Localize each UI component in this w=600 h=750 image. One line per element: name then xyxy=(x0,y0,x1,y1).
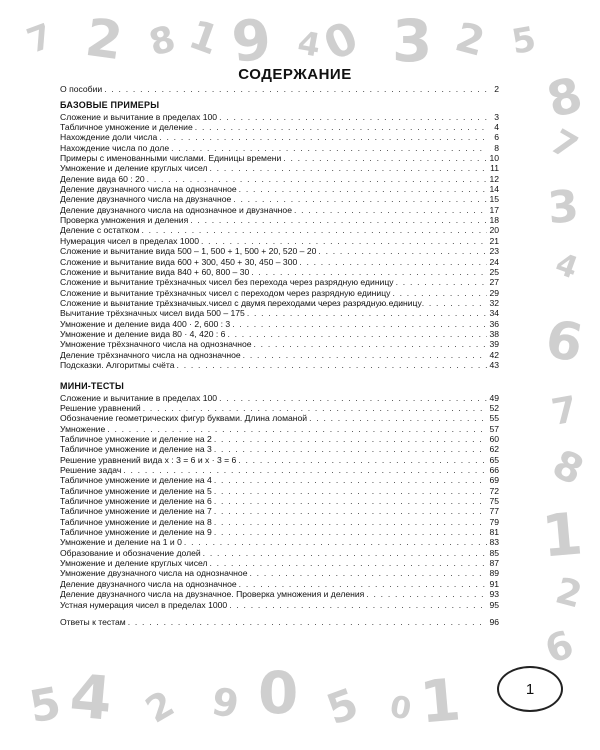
toc-entry-page: 34 xyxy=(489,308,499,319)
decorative-digit: 4 xyxy=(67,661,115,735)
toc-entry-label: Вычитание трёхзначных чисел вида 500 – 175 xyxy=(60,308,245,319)
toc-entry-label: О пособии xyxy=(60,84,103,94)
decorative-digit: 6 xyxy=(541,309,588,375)
decorative-digit: 8 xyxy=(545,441,591,495)
decorative-digit: 3 xyxy=(392,7,433,75)
toc-entry-label: Образование и обозначение долей xyxy=(60,547,201,558)
dot-leader xyxy=(318,246,487,256)
dot-leader xyxy=(283,153,487,163)
toc-entry-page: 32 xyxy=(489,297,499,308)
toc-entry-page: 77 xyxy=(489,506,499,517)
toc-entry[interactable] xyxy=(60,329,499,339)
toc-entry-page: 79 xyxy=(489,516,499,527)
dot-leader xyxy=(106,298,487,308)
toc-entry[interactable] xyxy=(60,413,499,423)
toc-entry[interactable] xyxy=(60,112,499,122)
toc-entry[interactable] xyxy=(60,475,499,485)
toc-entry-label: Табличное умножение и деление на 2 xyxy=(60,434,212,444)
toc-entry-label: Ответы к тестам xyxy=(60,616,126,627)
decorative-digit: 5 xyxy=(508,19,539,63)
toc-entry[interactable] xyxy=(60,444,499,454)
toc-entry[interactable] xyxy=(60,288,499,298)
toc-entry-page: 60 xyxy=(489,434,499,444)
toc-entry-label: Деление двузначного числа на однозначное и двузначное xyxy=(60,204,292,215)
toc-entry-label: Сложение и вычитание в пределах 100 xyxy=(60,392,218,403)
section-heading: МИНИ-ТЕСТЫ xyxy=(60,381,125,392)
toc-entry-label: Табличное умножение и деление на 9 xyxy=(60,527,212,538)
toc-entry-page: 96 xyxy=(489,616,499,627)
decorative-digit: 8 xyxy=(541,66,589,130)
dot-leader xyxy=(247,308,487,318)
toc-entry-page: 4 xyxy=(494,122,499,133)
dot-leader xyxy=(227,329,487,339)
toc-entry-label: Примеры с именованными числами. Единицы времени xyxy=(60,153,282,164)
toc-entry-label: Деление двузначного числа на однозначное xyxy=(60,184,237,195)
dot-leader xyxy=(190,215,487,225)
toc-entry-label: Сложение и вычитание трёхзначных чисел с переходом через разрядную единицу xyxy=(60,287,391,298)
dot-leader xyxy=(229,600,487,610)
toc-entry-label: Подсказки. Алгоритмы счёта xyxy=(60,359,175,370)
toc-entry-label: Решение уравнений xyxy=(60,402,141,413)
dot-leader xyxy=(250,568,488,578)
decorative-digit: 2 xyxy=(82,7,127,73)
dot-leader xyxy=(219,393,487,403)
toc-entry-page: 24 xyxy=(489,256,499,267)
decorative-digit: 1 xyxy=(417,665,464,737)
toc-entry-label: Табличное умножение и деление на 8 xyxy=(60,516,212,527)
page-number-badge xyxy=(497,666,563,712)
toc-entry[interactable] xyxy=(60,194,499,204)
toc-entry[interactable] xyxy=(60,455,499,465)
dot-leader xyxy=(243,350,487,360)
toc-entry[interactable] xyxy=(60,506,499,516)
toc-entry-page: 83 xyxy=(489,537,499,548)
decorative-digit: 2 xyxy=(139,683,182,732)
page-title: СОДЕРЖАНИЕ xyxy=(238,66,352,83)
toc-entry[interactable] xyxy=(60,579,499,589)
decorative-digit: 9 xyxy=(208,679,243,727)
toc-entry[interactable] xyxy=(60,163,499,173)
toc-entry-page: 12 xyxy=(489,173,499,184)
dot-leader xyxy=(184,537,487,547)
decorative-digit: 4 xyxy=(294,23,324,65)
dot-leader xyxy=(201,236,487,246)
dot-leader xyxy=(107,424,487,434)
toc-entry-page: 42 xyxy=(489,349,499,360)
toc-entry-label: Умножение трёхзначного числа на однозначное xyxy=(60,339,252,350)
toc-entry-label: Табличное умножение и деление xyxy=(60,122,193,133)
decorative-digit: 7 xyxy=(548,389,581,434)
decorative-digit: 2 xyxy=(450,14,490,66)
decorative-digit: 7 xyxy=(543,121,585,169)
dot-leader xyxy=(214,434,487,444)
dot-leader xyxy=(232,319,487,329)
toc-entry[interactable] xyxy=(60,215,499,225)
decorative-digit: 7 xyxy=(21,16,58,62)
toc-entry-page: 57 xyxy=(489,423,499,434)
decorative-digit: 1 xyxy=(539,499,586,571)
decorative-digit: 1 xyxy=(182,11,225,65)
toc-entry-label: Табличное умножение и деление на 6 xyxy=(60,496,212,507)
dot-leader xyxy=(142,225,488,235)
dot-leader xyxy=(214,527,487,537)
toc-entry-label: Умножение и деление на 1 и 0 xyxy=(60,537,182,548)
dot-leader xyxy=(294,205,487,215)
toc-entry-label: Табличное умножение и деление на 3 xyxy=(60,444,212,455)
dot-leader xyxy=(392,288,487,298)
dot-leader xyxy=(233,194,487,204)
toc-entry[interactable] xyxy=(60,589,499,599)
toc-entry-page: 93 xyxy=(489,589,499,600)
toc-entry[interactable] xyxy=(60,246,499,256)
toc-entry-label: Нахождение доли числа xyxy=(60,132,158,143)
toc-entry[interactable] xyxy=(60,558,499,568)
toc-entry-label: Деление вида 60 : 20 xyxy=(60,173,145,184)
toc-entry-page: 29 xyxy=(489,287,499,298)
toc-entry-page: 66 xyxy=(489,465,499,476)
toc-entry-answers[interactable] xyxy=(60,617,499,627)
toc-entry-page: 10 xyxy=(489,153,499,164)
dot-leader xyxy=(239,579,487,589)
toc-entry[interactable] xyxy=(60,424,499,434)
dot-leader xyxy=(366,589,487,599)
toc-entry-label: Устная нумерация чисел в пределах 1000 xyxy=(60,599,228,610)
toc-entry-label: Сложение и вычитание вида 500 – 1, 500 + 1, 500 + 20, 520 – 20 xyxy=(60,246,317,257)
dot-leader xyxy=(251,267,487,277)
table-of-contents xyxy=(60,84,499,627)
dot-leader xyxy=(159,132,487,142)
dot-leader xyxy=(128,617,487,627)
toc-entry-page: 69 xyxy=(489,475,499,486)
toc-entry-page: 55 xyxy=(489,413,499,424)
decorative-digit: 9 xyxy=(229,7,274,76)
toc-entry[interactable] xyxy=(60,465,499,475)
toc-entry-page: 15 xyxy=(489,194,499,205)
decorative-digit: 0 xyxy=(316,11,366,72)
toc-entry-label: Умножение и деление вида 80 · 4, 420 : 6 xyxy=(60,328,226,339)
dot-leader xyxy=(214,475,487,485)
toc-entry[interactable] xyxy=(60,319,499,329)
decorative-digit: 4 xyxy=(550,246,583,287)
toc-entry-label: Табличное умножение и деление на 5 xyxy=(60,485,212,496)
toc-entry-page: 52 xyxy=(489,402,499,413)
toc-entry-label: Сложение и вычитание вида 840 + 60, 800 – 30 xyxy=(60,266,250,277)
toc-entry[interactable] xyxy=(60,277,499,287)
dot-leader xyxy=(195,122,487,132)
toc-entry[interactable] xyxy=(60,225,499,235)
toc-entry-page: 6 xyxy=(494,132,499,143)
toc-entry-label: Умножение xyxy=(60,423,106,434)
toc-entry[interactable] xyxy=(60,527,499,537)
decorative-digit: 5 xyxy=(25,677,65,734)
toc-entry-page: 11 xyxy=(490,163,499,174)
toc-entry[interactable] xyxy=(60,132,499,142)
decorative-digit: 5 xyxy=(320,678,365,735)
toc-entry-page: 36 xyxy=(489,318,499,329)
dot-leader xyxy=(171,143,487,153)
toc-entry[interactable] xyxy=(60,267,499,277)
toc-entry-label: Деление трёхзначного числа на однозначное xyxy=(60,349,241,360)
toc-entry[interactable] xyxy=(60,153,499,163)
toc-entry-label: Умножение и деление вида 400 · 2, 600 : 3 xyxy=(60,318,231,329)
toc-entry-label: Нумерация чисел в пределах 1000 xyxy=(60,235,199,246)
toc-entry-page: 49 xyxy=(489,392,499,403)
toc-entry-page: 8 xyxy=(494,142,499,153)
decorative-digit: 2 xyxy=(551,570,587,617)
dot-leader xyxy=(219,112,487,122)
toc-entry-label: Нахождение числа по доле xyxy=(60,142,170,153)
toc-entry-label: Умножение и деление круглых чисел xyxy=(60,163,208,174)
dot-leader xyxy=(104,84,487,94)
toc-entry-page: 43 xyxy=(489,359,499,370)
toc-entry-page: 18 xyxy=(489,215,499,226)
dot-leader xyxy=(147,174,487,184)
toc-entry-label: Деление двузначного числа на однозначное xyxy=(60,578,237,589)
toc-entry-page: 39 xyxy=(489,339,499,350)
toc-entry[interactable] xyxy=(60,236,499,246)
toc-entry[interactable] xyxy=(60,360,499,370)
dot-leader xyxy=(214,506,487,516)
toc-entry-label: Решение уравнений вида x : 3 = 6 и x · 3 = 6 xyxy=(60,454,237,465)
toc-entry-page: 65 xyxy=(489,454,499,465)
toc-entry-page: 3 xyxy=(494,111,499,122)
toc-entry[interactable] xyxy=(60,434,499,444)
toc-entry-page: 87 xyxy=(489,558,499,569)
toc-entry[interactable] xyxy=(60,308,499,318)
dot-leader xyxy=(214,496,487,506)
dot-leader xyxy=(396,277,487,287)
toc-entry[interactable] xyxy=(60,568,499,578)
decorative-digit: 8 xyxy=(144,18,180,65)
toc-entry-intro[interactable] xyxy=(60,84,499,94)
toc-entry[interactable] xyxy=(60,339,499,349)
toc-entry-label: Сложение и вычитание в пределах 100 xyxy=(60,111,218,122)
toc-entry[interactable] xyxy=(60,350,499,360)
toc-entry-label: Табличное умножение и деление на 4 xyxy=(60,475,212,486)
dot-leader xyxy=(239,184,487,194)
dot-leader xyxy=(203,548,487,558)
dot-leader xyxy=(214,444,487,454)
toc-entry-label: Деление двузначного числа на двузначное. Проверка умножения и деления xyxy=(60,589,365,600)
toc-entry[interactable] xyxy=(60,486,499,496)
toc-entry-page: 38 xyxy=(489,328,499,339)
toc-entry[interactable] xyxy=(60,174,499,184)
toc-entry-label: Умножение двузначного числа на однозначное xyxy=(60,568,248,579)
toc-entry[interactable] xyxy=(60,205,499,215)
toc-entry-page: 62 xyxy=(489,444,499,455)
page-number: 1 xyxy=(525,680,535,698)
toc-entry[interactable] xyxy=(60,143,499,153)
toc-entry[interactable] xyxy=(60,184,499,194)
toc-entry-label: Сложение и вычитание вида 600 + 300, 450 + 30, 450 – 300 xyxy=(60,256,298,267)
toc-entry-label: Деление двузначного числа на двузначное xyxy=(60,194,232,205)
toc-entry-page: 21 xyxy=(489,235,499,246)
dot-leader xyxy=(210,163,488,173)
toc-entry[interactable] xyxy=(60,403,499,413)
toc-entry-page: 95 xyxy=(489,599,499,610)
dot-leader xyxy=(238,455,487,465)
toc-entry-page: 23 xyxy=(489,246,499,257)
section-heading: БАЗОВЫЕ ПРИМЕРЫ xyxy=(60,100,160,111)
toc-entry-page: 25 xyxy=(489,266,499,277)
toc-entry-page: 75 xyxy=(489,496,499,507)
toc-entry-label: Проверка умножения и деления xyxy=(60,215,189,226)
toc-entry[interactable] xyxy=(60,496,499,506)
toc-entry-page: 81 xyxy=(489,527,499,538)
dot-leader xyxy=(214,486,487,496)
toc-entry-page: 85 xyxy=(489,547,499,558)
decorative-digit: 0 xyxy=(258,659,299,727)
toc-entry-page: 20 xyxy=(489,225,499,236)
toc-entry-page: 91 xyxy=(489,578,499,589)
dot-leader xyxy=(299,257,487,267)
toc-entry[interactable] xyxy=(60,537,499,547)
toc-entry-page: 89 xyxy=(489,568,499,579)
dot-leader xyxy=(214,517,487,527)
dot-leader xyxy=(143,403,487,413)
decorative-digit: 0 xyxy=(387,689,414,728)
decorative-digit: 6 xyxy=(539,621,580,673)
toc-entry-page: 2 xyxy=(494,84,499,94)
toc-entry[interactable] xyxy=(60,548,499,558)
toc-entry-page: 14 xyxy=(489,184,499,195)
toc-entry[interactable] xyxy=(60,517,499,527)
dot-leader xyxy=(210,558,488,568)
toc-entry-label: Умножение и деление круглых чисел xyxy=(60,558,208,569)
toc-entry[interactable] xyxy=(60,600,499,610)
dot-leader xyxy=(123,465,487,475)
toc-entry[interactable] xyxy=(60,257,499,267)
toc-entry-label: Решение задач xyxy=(60,465,122,476)
toc-entry-label: Деление с остатком xyxy=(60,225,140,236)
toc-entry[interactable] xyxy=(60,122,499,132)
decorative-digit: 3 xyxy=(545,180,581,235)
toc-entry[interactable] xyxy=(60,393,499,403)
toc-entry-page: 72 xyxy=(489,485,499,496)
toc-entry-page: 17 xyxy=(489,204,499,215)
dot-leader xyxy=(254,339,488,349)
toc-entry-label: Обозначение геометрических фигур буквами. Длина ломаной xyxy=(60,413,308,424)
toc-entry-page: 27 xyxy=(489,277,499,288)
toc-entry-label: Табличное умножение и деление на 7 xyxy=(60,506,212,517)
toc-entry-label: Сложение и вычитание трёхзначных чисел без перехода через разрядную единицу xyxy=(60,277,394,288)
dot-leader xyxy=(177,360,487,370)
toc-entry[interactable] xyxy=(60,298,499,308)
toc-entry-label: Сложение и вычитание трёхзначных чисел с двумя переходами через разрядную единицу xyxy=(60,297,422,308)
dot-leader xyxy=(309,413,487,423)
